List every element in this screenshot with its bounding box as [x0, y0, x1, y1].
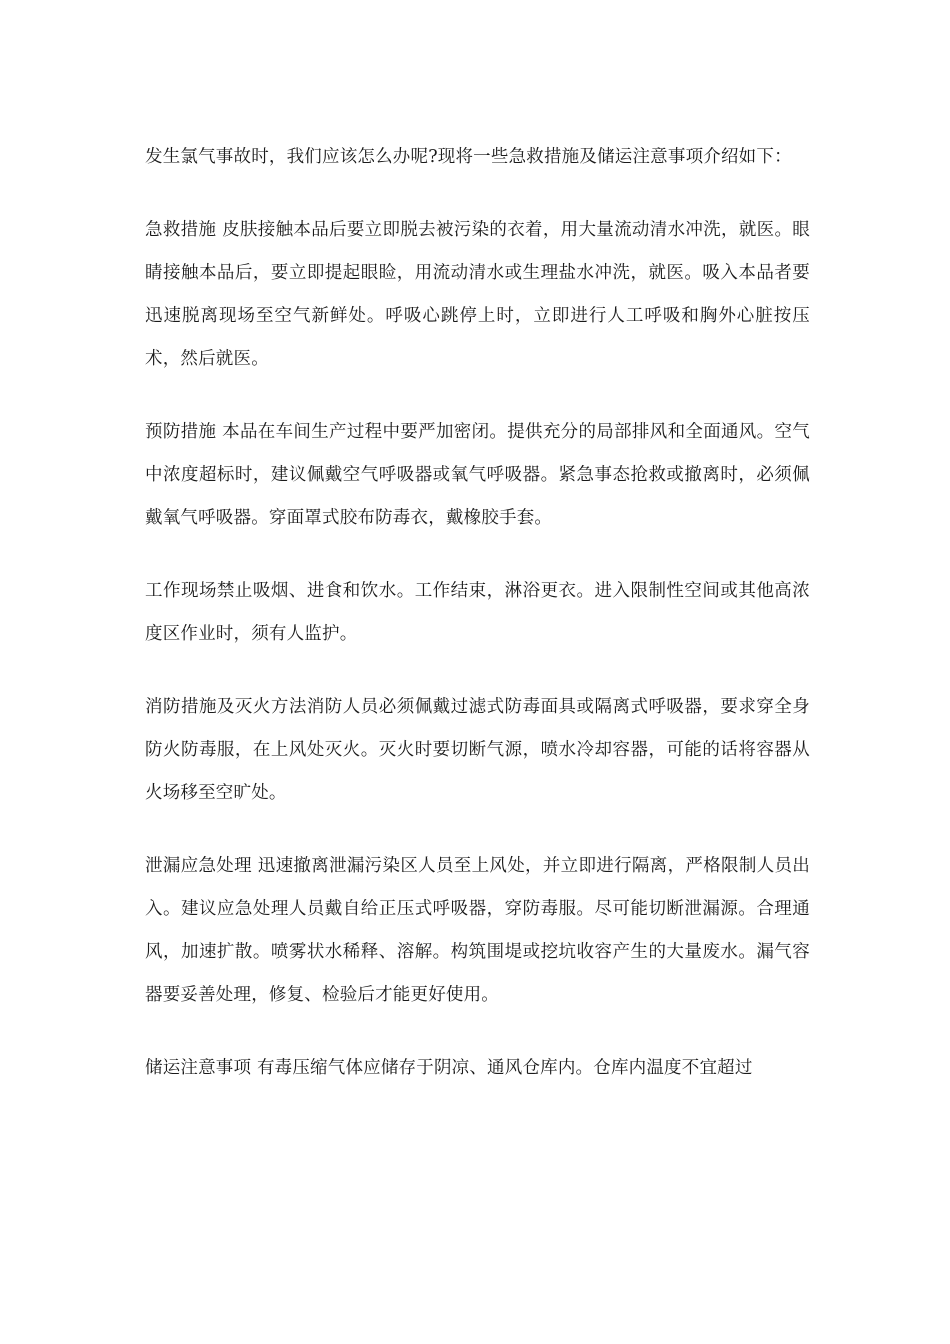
document-body	[145, 136, 810, 1120]
firefighting-paragraph: 消防措施及灭火方法消防人员必须佩戴过滤式防毒面具或隔离式呼吸器，要求穿全身防火防毒服，在上风处灭火。灭火时要切断气源，喷水冷却容器，可能的话将容器从火场移至空旷处。	[145, 697, 810, 803]
leak-response-paragraph: 泄漏应急处理 迅速撤离泄漏污染区人员至上风处，并立即进行隔离，严格限制人员出入。建议应急处理人员戴自给正压式呼吸器，穿防毒服。尽可能切断泄漏源。合理通风，加速扩散。喷雾状水稀释、溶解。构筑围堤或挖坑收容产生的大量废水。漏气容器要妥善处理，修复、检验后才能更好使用。	[145, 856, 810, 1005]
workplace-rules-paragraph: 工作现场禁止吸烟、进食和饮水。工作结束，淋浴更衣。进入限制性空间或其他高浓度区作业时，须有人监护。	[145, 581, 810, 644]
prevention-paragraph: 预防措施 本品在车间生产过程中要严加密闭。提供充分的局部排风和全面通风。空气中浓度超标时，建议佩戴空气呼吸器或氧气呼吸器。紧急事态抢救或撤离时，必须佩戴氧气呼吸器。穿面罩式胶布防毒衣，戴橡胶手套。	[145, 422, 810, 528]
storage-paragraph: 储运注意事项 有毒压缩气体应储存于阴凉、通风仓库内。仓库内温度不宜超过	[145, 1058, 753, 1078]
first-aid-paragraph: 急救措施 皮肤接触本品后要立即脱去被污染的衣着，用大量流动清水冲洗，就医。眼睛接触本品后，要立即提起眼睑，用流动清水或生理盐水冲洗，就医。吸入本品者要迅速脱离现场至空气新鲜处。呼吸心跳停上时，立即进行人工呼吸和胸外心脏按压术，然后就医。	[145, 220, 810, 369]
intro-paragraph: 发生氯气事故时，我们应该怎么办呢?现将一些急救措施及储运注意事项介绍如下：	[145, 147, 792, 167]
